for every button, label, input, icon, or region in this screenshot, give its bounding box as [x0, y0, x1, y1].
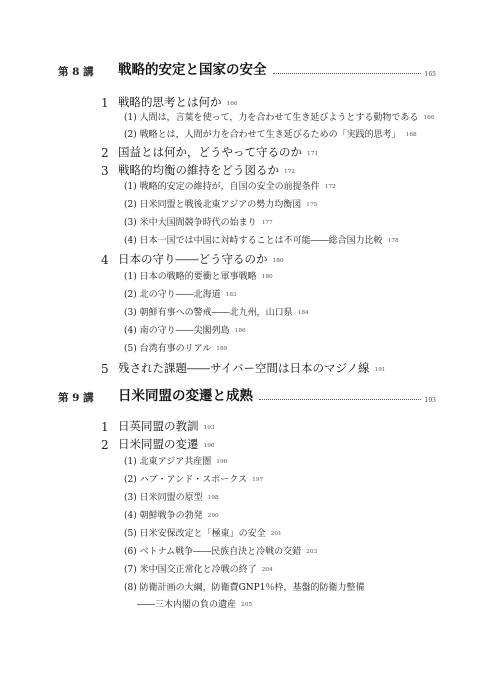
page-number: 177 [261, 220, 273, 226]
page-number: 183 [225, 292, 237, 298]
section-title[interactable] [118, 97, 238, 109]
subsection-text: (3) 米中大国間競争時代の始まり [124, 218, 257, 228]
dot-leader [259, 399, 421, 400]
subsection-item[interactable] [124, 291, 237, 300]
page-number: 180 [272, 258, 284, 264]
lecture-title-text: 日米同盟の変遷と成熟 [118, 388, 253, 404]
section-number: 3 [101, 164, 109, 178]
subsection-text: (3) 朝鮮有事への警戒――北九州，山口県 [124, 308, 293, 318]
page-number: 175 [306, 202, 318, 208]
page-number: 165 [424, 70, 436, 78]
subsection-item[interactable] [124, 494, 219, 503]
subsection-text: (7) 米中国交正常化と冷戦の終了 [124, 565, 257, 575]
page-number: 186 [234, 328, 246, 334]
subsection-text: (2) 日米同盟と戦後北東アジアの勢力均衡図 [124, 200, 302, 210]
lecture-label: 第 8 講 [58, 66, 94, 78]
subsection-text: (4) 朝鮮戦争の勃発 [124, 511, 203, 521]
subsection-text: (2) 北の守り――北海道 [124, 290, 221, 300]
page-number: 189 [216, 346, 228, 352]
subsection-item[interactable] [124, 219, 273, 228]
dot-leader [273, 73, 421, 74]
page-number: 178 [387, 238, 399, 244]
page-number: 191 [374, 367, 386, 373]
section-title-text: 国益とは何か，どうやって守るのか [118, 145, 302, 159]
subsection-text: (6) ベトナム戦争――民族自決と冷戦の交錯 [124, 547, 302, 557]
subsection-item[interactable] [124, 512, 219, 521]
section-title[interactable] [118, 147, 318, 159]
section-title[interactable] [118, 363, 386, 375]
subsection-item[interactable] [124, 131, 417, 140]
page-number: 171 [307, 151, 319, 157]
page-number: 198 [207, 495, 219, 501]
section-number: 2 [101, 438, 109, 452]
subsection-text: (1) 戦略的安定の維持が，自国の安全の前提条件 [124, 182, 320, 192]
subsection-text: (1) 日本の戦略的要衝と軍事戦略 [124, 272, 257, 282]
subsection-continuation[interactable] [137, 601, 252, 610]
section-title[interactable] [118, 254, 284, 266]
subsection-item[interactable] [124, 273, 273, 282]
subsection-item[interactable] [124, 548, 317, 557]
page-number: 166 [423, 115, 435, 121]
lecture-title[interactable] [118, 64, 436, 78]
page-number: 172 [284, 169, 296, 175]
section-number: 5 [101, 362, 109, 376]
page-number: 200 [207, 513, 219, 519]
page-number: 166 [226, 101, 238, 107]
section-title[interactable] [118, 439, 215, 451]
section-title-text: 日英同盟の教訓 [118, 419, 199, 433]
page-number: 184 [297, 310, 309, 316]
page-number: 196 [216, 459, 228, 465]
subsection-text: (5) 日米安保改定と「極東」の安全 [124, 529, 266, 539]
subsection-text: (4) 日本一国では中国に対峙することは不可能――総合国力比較 [124, 236, 383, 246]
section-title-text: 日本の守り――どう守るのか [118, 252, 268, 266]
subsection-item[interactable] [124, 345, 227, 354]
page-number: 196 [203, 443, 215, 449]
subsection-item[interactable] [124, 114, 435, 123]
section-title[interactable] [118, 421, 215, 433]
lecture-label: 第 9 講 [58, 392, 94, 404]
page-number: 203 [306, 549, 318, 555]
section-title-text: 残された課題――サイバー空間は日本のマジノ線 [118, 361, 370, 375]
subsection-text: ――三木内閣の負の遺産 [137, 600, 237, 610]
subsection-item[interactable] [124, 584, 364, 593]
subsection-item[interactable] [124, 201, 317, 210]
page-number: 193 [424, 396, 436, 404]
page-number: 168 [405, 132, 417, 138]
subsection-item[interactable] [124, 566, 273, 575]
section-number: 4 [101, 253, 109, 267]
section-number: 1 [101, 420, 109, 434]
section-number: 2 [101, 146, 109, 160]
subsection-item[interactable] [124, 327, 246, 336]
subsection-text: (1) 北東アジア共産圏 [124, 457, 212, 467]
page-number: 180 [261, 274, 273, 280]
page-number: 204 [261, 567, 273, 573]
subsection-item[interactable] [124, 476, 263, 485]
subsection-item[interactable] [124, 530, 282, 539]
lecture-title-text: 戦略的安定と国家の安全 [118, 62, 267, 78]
section-number: 1 [101, 96, 109, 110]
page-number: 205 [241, 602, 253, 608]
subsection-item[interactable] [124, 183, 336, 192]
subsection-text: (3) 日米同盟の原型 [124, 493, 203, 503]
subsection-text: (2) ハブ・アンド・スポークス [124, 475, 248, 485]
subsection-item[interactable] [124, 309, 309, 318]
subsection-item[interactable] [124, 458, 227, 467]
page-number: 197 [252, 477, 264, 483]
subsection-text: (5) 台湾有事のリアル [124, 344, 212, 354]
section-title-text: 戦略的思考とは何か [118, 95, 222, 109]
subsection-text: (1) 人間は，言葉を使って，力を合わせて生き延びようとする動物である [124, 113, 419, 123]
page-number: 193 [203, 425, 215, 431]
section-title-text: 戦略的均衡の維持をどう図るか [118, 163, 279, 177]
subsection-text: (4) 南の守り――尖閣列島 [124, 326, 230, 336]
lecture-title[interactable] [118, 390, 436, 404]
subsection-text: (8) 防衛計画の大綱，防衛費GNP1％枠，基盤的防衛力整備 [124, 583, 365, 593]
subsection-text: (2) 戦略とは，人間が力を合わせて生き延びるための「実践的思考」 [124, 130, 401, 140]
page-number: 201 [270, 531, 282, 537]
page-number: 172 [324, 184, 336, 190]
subsection-item[interactable] [124, 237, 399, 246]
section-title-text: 日米同盟の変遷 [118, 437, 199, 451]
section-title[interactable] [118, 165, 295, 177]
